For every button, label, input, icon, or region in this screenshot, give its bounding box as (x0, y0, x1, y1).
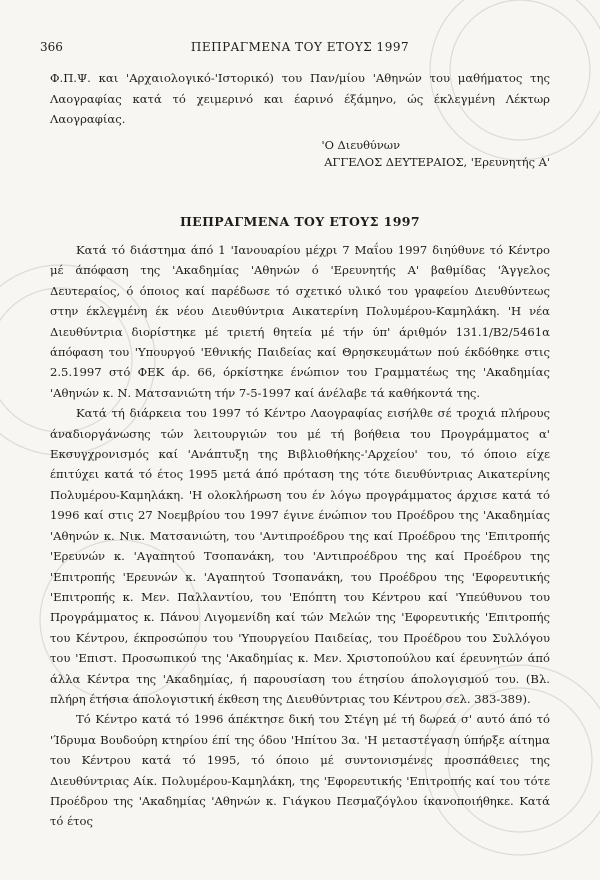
paragraph-1: Κατά τό διάστημα άπό 1 'Ιανουαρίου μέχρι 7 Μαΐου 1997 διηύθυνε τό Κέντρο μέ άπόφαση της 'Ακαδημίας 'Αθηνών ό 'Ερευνητής Α' βαθμίδας 'Άγγελος Δευτεραίος, ό όποιος καί παρέδωσε τό σχετικό υλικό του γραφείου Διευθύντεως στην έκλεγμένη έκ νέου Διευθύντρια Αικατερίνη Πολυμέρου-Καμηλάκη. 'Η νέα Διευθύντρια διορίστηκε μέ τριετή θητεία μέ τήν ύπ' άριθμόν 131.1/Β2/5461α άπόφαση του 'Υπουργού 'Εθνικής Παιδείας καί Θρησκευμάτων πού έκδόθηκε στις 2.5.1997 στό ΦΕΚ άρ. 66, όρκίστηκε ένώπιον του Γραμματέως της 'Ακαδημίας 'Αθηνών κ. Ν. Ματσανιώτη τήν 7-5-1997 καί άνέλαβε τά καθήκοντά της. (50, 243, 550, 400)
signature-role: 'Ο Διευθύνων (321, 138, 400, 152)
paragraph-3: Τό Κέντρο κατά τό 1996 άπέκτησε δική του Στέγη μέ τή δωρεά σ' αυτό άπό τό 'Ίδρυμα Βουδούρη κτηρίου έπί της όδου 'Ηπίτου 3α. 'Η μεταστέγαση ύπήρξε αίτημα του Κέντρου κατά τό 1995, τό όποιο μέ συντονισμένες προσπάθειες της Διευθύντριας Αίκ. Πολυμέρου-Καμηλάκη, της 'Εφορευτικής 'Επιτροπής καί του τότε Προέδρου της 'Ακαδημίας 'Αθηνών κ. Γιάγκου Πεσμαζόγλου ίκανοποιήθηκε. Κατά τό έτος (50, 712, 550, 829)
signature-block (290, 137, 550, 171)
page-number: 366 (40, 40, 63, 54)
running-title: ΠΕΠΡΑΓΜΕΝΑ ΤΟΥ ΕΤΟΥΣ 1997 (190, 40, 410, 54)
intro-paragraph: Φ.Π.Ψ. και 'Αρχαιολογικό-'Ιστορικό) του Παν/μίου 'Αθηνών του μαθήματος της Λαογραφίας κατά τό χειμερινό και έαρινό έξάμηνο, ώς έκλεγμένη Λέκτωρ Λαογραφίας. (50, 71, 550, 126)
paragraph-2: Κατά τή διάρκεια του 1997 τό Κέντρο Λαογραφίας εισήλθε σέ τροχιά πλήρους άναδιοργάνωσης τών λειτουργιών του μέ τή βοήθεια του Προγράμματος α' Εκσυγχρονισμός καί 'Ανάπτυξη της Βιβλιοθήκης-'Αρχείου' του, τό όποιο είχε έπιτύχει κατά τό έτος 1995 μετά άπό πρόταση της τότε διευθύντριας Αικατερίνης Πολυμέρου-Καμηλάκη. 'Η ολοκλήρωση του έν λόγω προγράμματος άρχισε κατά τό 1996 καί στις 27 Νοεμβρίου του 1997 έγινε ένώπιον του Προέδρου της 'Ακαδημίας 'Αθηνών κ. Νικ. Ματσανιώτη, του 'Αντιπροέδρου της καί Προέδρου της 'Επιτροπής 'Ερευνών κ. 'Αγαπητού Τσοπανάκη, του 'Αντιπροέδρου της καί Προέδρου της 'Επιτροπής 'Ερευνών κ. 'Αγαπητού Τσοπανάκη, του Προέδρου της 'Εφορευτικής 'Επιτροπής κ. Μεν. Παλλαντίου, του 'Επόπτη του Κέντρου καί 'Υπεύθυνου του Προγράμματος κ. Πάνου Λιγομενίδη καί τών Μελών της 'Εφορευτικής 'Επιτροπής του Κέντρου, έκπροσώπου του 'Υπουργείου Παιδείας, του Προέδρου του Συλλόγου του 'Επιστ. Προσωπικού της 'Ακαδημίας κ. Μεν. Χριστοπούλου καί έρευνητών άπό άλλα Κέντρα της 'Ακαδημίας, ή παρουσίαση του έτησίου άπολογισμού του. (Βλ. πλήρη έτήσια άπολογιστική έκθεση της Διευθύντριας του Κέντρου σελ. 383-389). (50, 406, 550, 706)
body-text (50, 240, 550, 832)
page-header (40, 40, 560, 60)
section-title: ΠΕΠΡΑΓΜΕΝΑ ΤΟΥ ΕΤΟΥΣ 1997 (179, 214, 421, 229)
signature-name: ΑΓΓΕΛΟΣ ΔΕΥΤΕΡΑΙΟΣ, 'Ερευνητής Α' (324, 155, 550, 169)
